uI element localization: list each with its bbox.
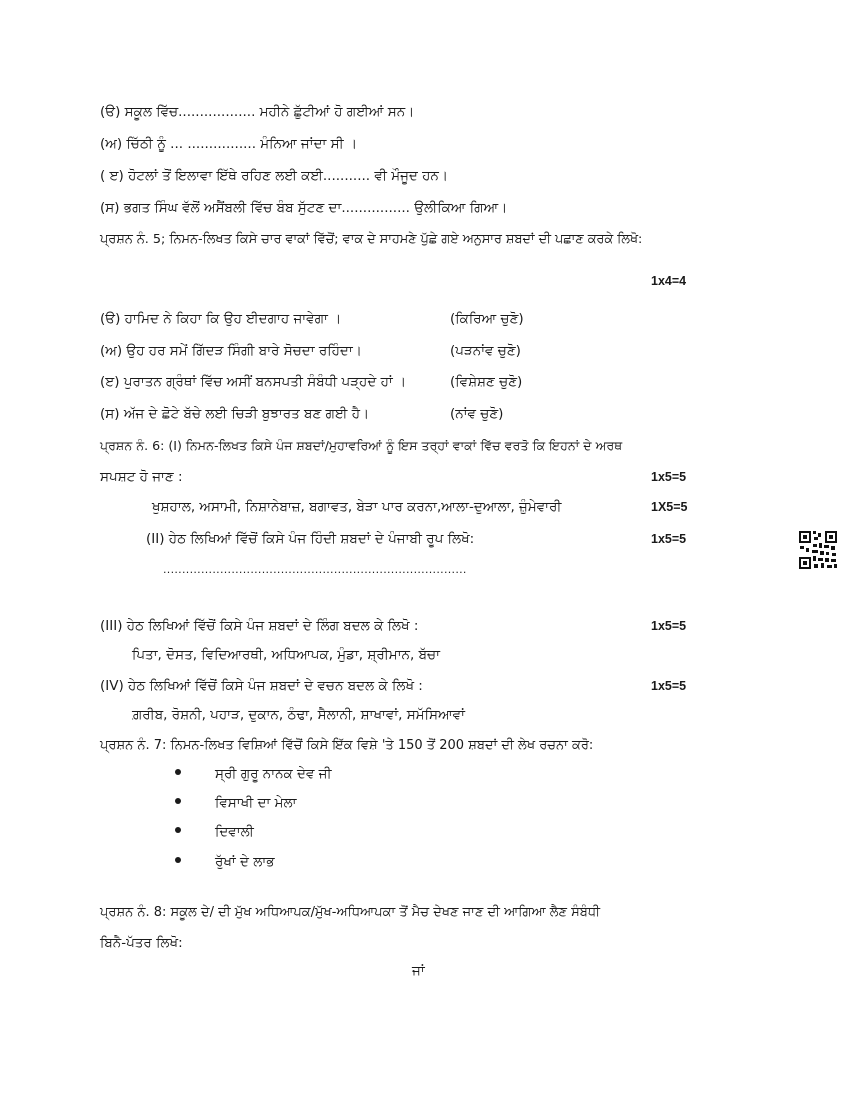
identify-sentence-c: (ੲ) ਪੁਰਾਤਨ ਗ੍ਰੰਥਾਂ ਵਿੱਚ ਅਸੀਂ ਬਨਸਪਤੀ ਸੰਬੰਧੀ ਪੜ੍ਹਦੇ ਹਾਂ । — [100, 374, 407, 390]
question-6-part-iii-marks: 1x5=5 — [651, 619, 687, 633]
question-8-heading: ਪ੍ਰਸ਼ਨ ਨੰ. 8: ਸਕੂਲ ਦੇ/ ਦੀ ਮੁੱਖ ਅਧਿਆਪਕ/ਮੁੱਖ-ਅਧਿਆਪਕਾ ਤੋਂ ਮੈਚ ਦੇਖਣ ਜਾਣ ਦੀ ਆਗਿਆ ਲੈਣ ਸੰਬੰਧੀ — [100, 905, 601, 920]
question-6-part-iv: (IV) ਹੇਠ ਲਿਖਿਆਂ ਵਿੱਚੋਂ ਕਿਸੇ ਪੰਜ ਸ਼ਬਦਾਂ ਦੇ ਵਚਨ ਬਦਲ ਕੇ ਲਿਖੋ : — [100, 678, 423, 694]
essay-topic-label: ਸ੍ਰੀ ਗੁਰੂ ਨਾਨਕ ਦੇਵ ਜੀ — [215, 766, 332, 782]
question-6-part-iv-words: ਗ਼ਰੀਬ, ਰੋਸ਼ਨੀ, ਪਹਾੜ, ਦੁਕਾਨ, ਠੰਢਾ, ਸੈਲਾਨੀ, ਸ਼ਾਖਾਵਾਂ, ਸਮੱਸਿਆਵਾਂ — [132, 707, 465, 723]
question-8-heading-cont: ਬਿਨੈ-ਪੱਤਰ ਲਿਖੋ: — [100, 935, 183, 951]
or-separator: ਜਾਂ — [412, 963, 425, 979]
question-5-heading: ਪ੍ਰਸ਼ਨ ਨੰ. 5; ਨਿਮਨ-ਲਿਖਤ ਕਿਸੇ ਚਾਰ ਵਾਕਾਂ ਵਿੱਚੋਂ; ਵਾਕ ਦੇ ਸਾਹਮਣੇ ਪੁੱਛੇ ਗਏ ਅਨੁਸਾਰ ਸ਼ਬਦਾਂ ਦੀ ਪਛਾਣ ਕਰਕੇ ਲਿਖੋ: — [100, 232, 643, 247]
question-6-part-iii-words: ਪਿਤਾ, ਦੋਸਤ, ਵਿਦਿਆਰਥੀ, ਅਧਿਆਪਕ, ਮੁੰਡਾ, ਸ਼੍ਰੀਮਾਨ, ਬੱਚਾ — [132, 647, 440, 663]
bullet-icon — [175, 827, 181, 833]
essay-topic-1 — [175, 765, 332, 783]
bullet-icon — [175, 798, 181, 804]
question-6-heading: ਪ੍ਰਸ਼ਨ ਨੰ. 6: (I) ਨਿਮਨ-ਲਿਖਤ ਕਿਸੇ ਪੰਜ ਸ਼ਬਦਾਂ/ਮੁਹਾਵਰਿਆਂ ਨੂੰ ਇਸ ਤਰ੍ਹਾਂ ਵਾਕਾਂ ਵਿੱਚ ਵਰਤੋ ਕਿ ਇਹਨਾਂ ਦੇ ਅਰਥ — [100, 438, 623, 453]
question-6-part-ii: (II) ਹੇਠ ਲਿਖਿਆਂ ਵਿੱਚੋਂ ਕਿਸੇ ਪੰਜ ਹਿੰਦੀ ਸ਼ਬਦਾਂ ਦੇ ਪੰਜਾਬੀ ਰੂਪ ਲਿਖੋ: — [146, 531, 475, 547]
essay-topic-label: ਦਿਵਾਲੀ — [215, 824, 254, 840]
qr-code-icon — [798, 530, 838, 570]
bullet-icon — [175, 857, 181, 863]
question-6-part-iv-marks: 1x5=5 — [651, 679, 687, 693]
essay-topic-label: ਰੁੱਖਾਂ ਦੇ ਲਾਭ — [215, 854, 275, 870]
essay-topic-label: ਵਿਸਾਖੀ ਦਾ ਮੇਲਾ — [215, 795, 297, 811]
identify-tag-a: (ਕਿਰਿਆ ਚੁਣੋ) — [450, 311, 524, 327]
question-6-marks: 1x5=5 — [651, 470, 687, 484]
essay-topic-2 — [175, 794, 297, 812]
question-6-word-marks: 1X5=5 — [651, 500, 688, 514]
fill-blank-item-d: (ਸ) ਭਗਤ ਸਿੰਘ ਵੱਲੋਂ ਅਸੈਂਬਲੀ ਵਿੱਚ ਬੰਬ ਸੁੱਟਣ ਦਾ................ ਉਲੀਕਿਆ ਗਿਆ। — [100, 200, 508, 216]
answer-dotted-line: ................................................................................ — [163, 563, 467, 576]
essay-topic-4 — [175, 853, 275, 871]
identify-sentence-a: (ੳ) ਹਾਮਿਦ ਨੇ ਕਿਹਾ ਕਿ ਉਹ ਈਦਗਾਹ ਜਾਵੇਗਾ । — [100, 311, 342, 327]
question-7-heading: ਪ੍ਰਸ਼ਨ ਨੰ. 7: ਨਿਮਨ-ਲਿਖਤ ਵਿਸ਼ਿਆਂ ਵਿੱਚੋਂ ਕਿਸੇ ਇੱਕ ਵਿਸ਼ੇ 'ਤੇ 150 ਤੋਂ 200 ਸ਼ਬਦਾਂ ਦੀ ਲੇਖ ਰਚਨਾ ਕਰੋ: — [100, 738, 594, 753]
identify-sentence-d: (ਸ) ਅੱਜ ਦੇ ਛੋਟੇ ਬੱਚੇ ਲਈ ਚਿੜੀ ਬੁਝਾਰਤ ਬਣ ਗਈ ਹੈ। — [100, 406, 370, 422]
bullet-icon — [175, 769, 181, 775]
question-5-marks: 1x4=4 — [651, 274, 687, 288]
fill-blank-item-c: ( ੲ) ਹੋਟਲਾਂ ਤੋਂ ਇਲਾਵਾ ਇੱਥੇ ਰਹਿਣ ਲਈ ਕਈ........... ਵੀ ਮੌਜੂਦ ਹਨ। — [100, 168, 448, 184]
identify-sentence-b: (ਅ) ਉਹ ਹਰ ਸਮੇਂ ਗਿੱਦੜ ਸਿੰਗੀ ਬਾਰੇ ਸੋਚਦਾ ਰਹਿੰਦਾ। — [100, 343, 362, 359]
essay-topic-3 — [175, 823, 254, 841]
question-6-heading-cont: ਸਪਸ਼ਟ ਹੋ ਜਾਣ : — [100, 469, 183, 485]
question-6-word-list: ਖੁਸ਼ਹਾਲ, ਅਸਾਮੀ, ਨਿਸ਼ਾਨੇਬਾਜ਼, ਬਗਾਵਤ, ਬੇੜਾ ਪਾਰ ਕਰਨਾ,ਆਲਾ-ਦੁਆਲਾ, ਜ਼ੁੰਮੇਵਾਰੀ — [152, 499, 562, 515]
fill-blank-item-b: (ਅ) ਚਿੱਠੀ ਨੂੰ ... ................ ਮੰਨਿਆ ਜਾਂਦਾ ਸੀ । — [100, 136, 358, 152]
question-6-part-ii-marks: 1x5=5 — [651, 532, 687, 546]
fill-blank-item-a: (ੳ) ਸਕੂਲ ਵਿੱਚ.................. ਮਹੀਨੇ ਛੁੱਟੀਆਂ ਹੋ ਗਈਆਂ ਸਨ। — [100, 104, 415, 120]
identify-tag-b: (ਪੜਨਾਂਵ ਚੁਣੋ) — [450, 343, 521, 359]
identify-tag-d: (ਨਾਂਵ ਚੁਣੋ) — [450, 406, 504, 422]
question-6-part-iii: (III) ਹੇਠ ਲਿਖਿਆਂ ਵਿੱਚੋਂ ਕਿਸੇ ਪੰਜ ਸ਼ਬਦਾਂ ਦੇ ਲਿੰਗ ਬਦਲ ਕੇ ਲਿਖੋ : — [100, 618, 419, 634]
identify-tag-c: (ਵਿਸ਼ੇਸ਼ਣ ਚੁਣੋ) — [450, 374, 523, 390]
